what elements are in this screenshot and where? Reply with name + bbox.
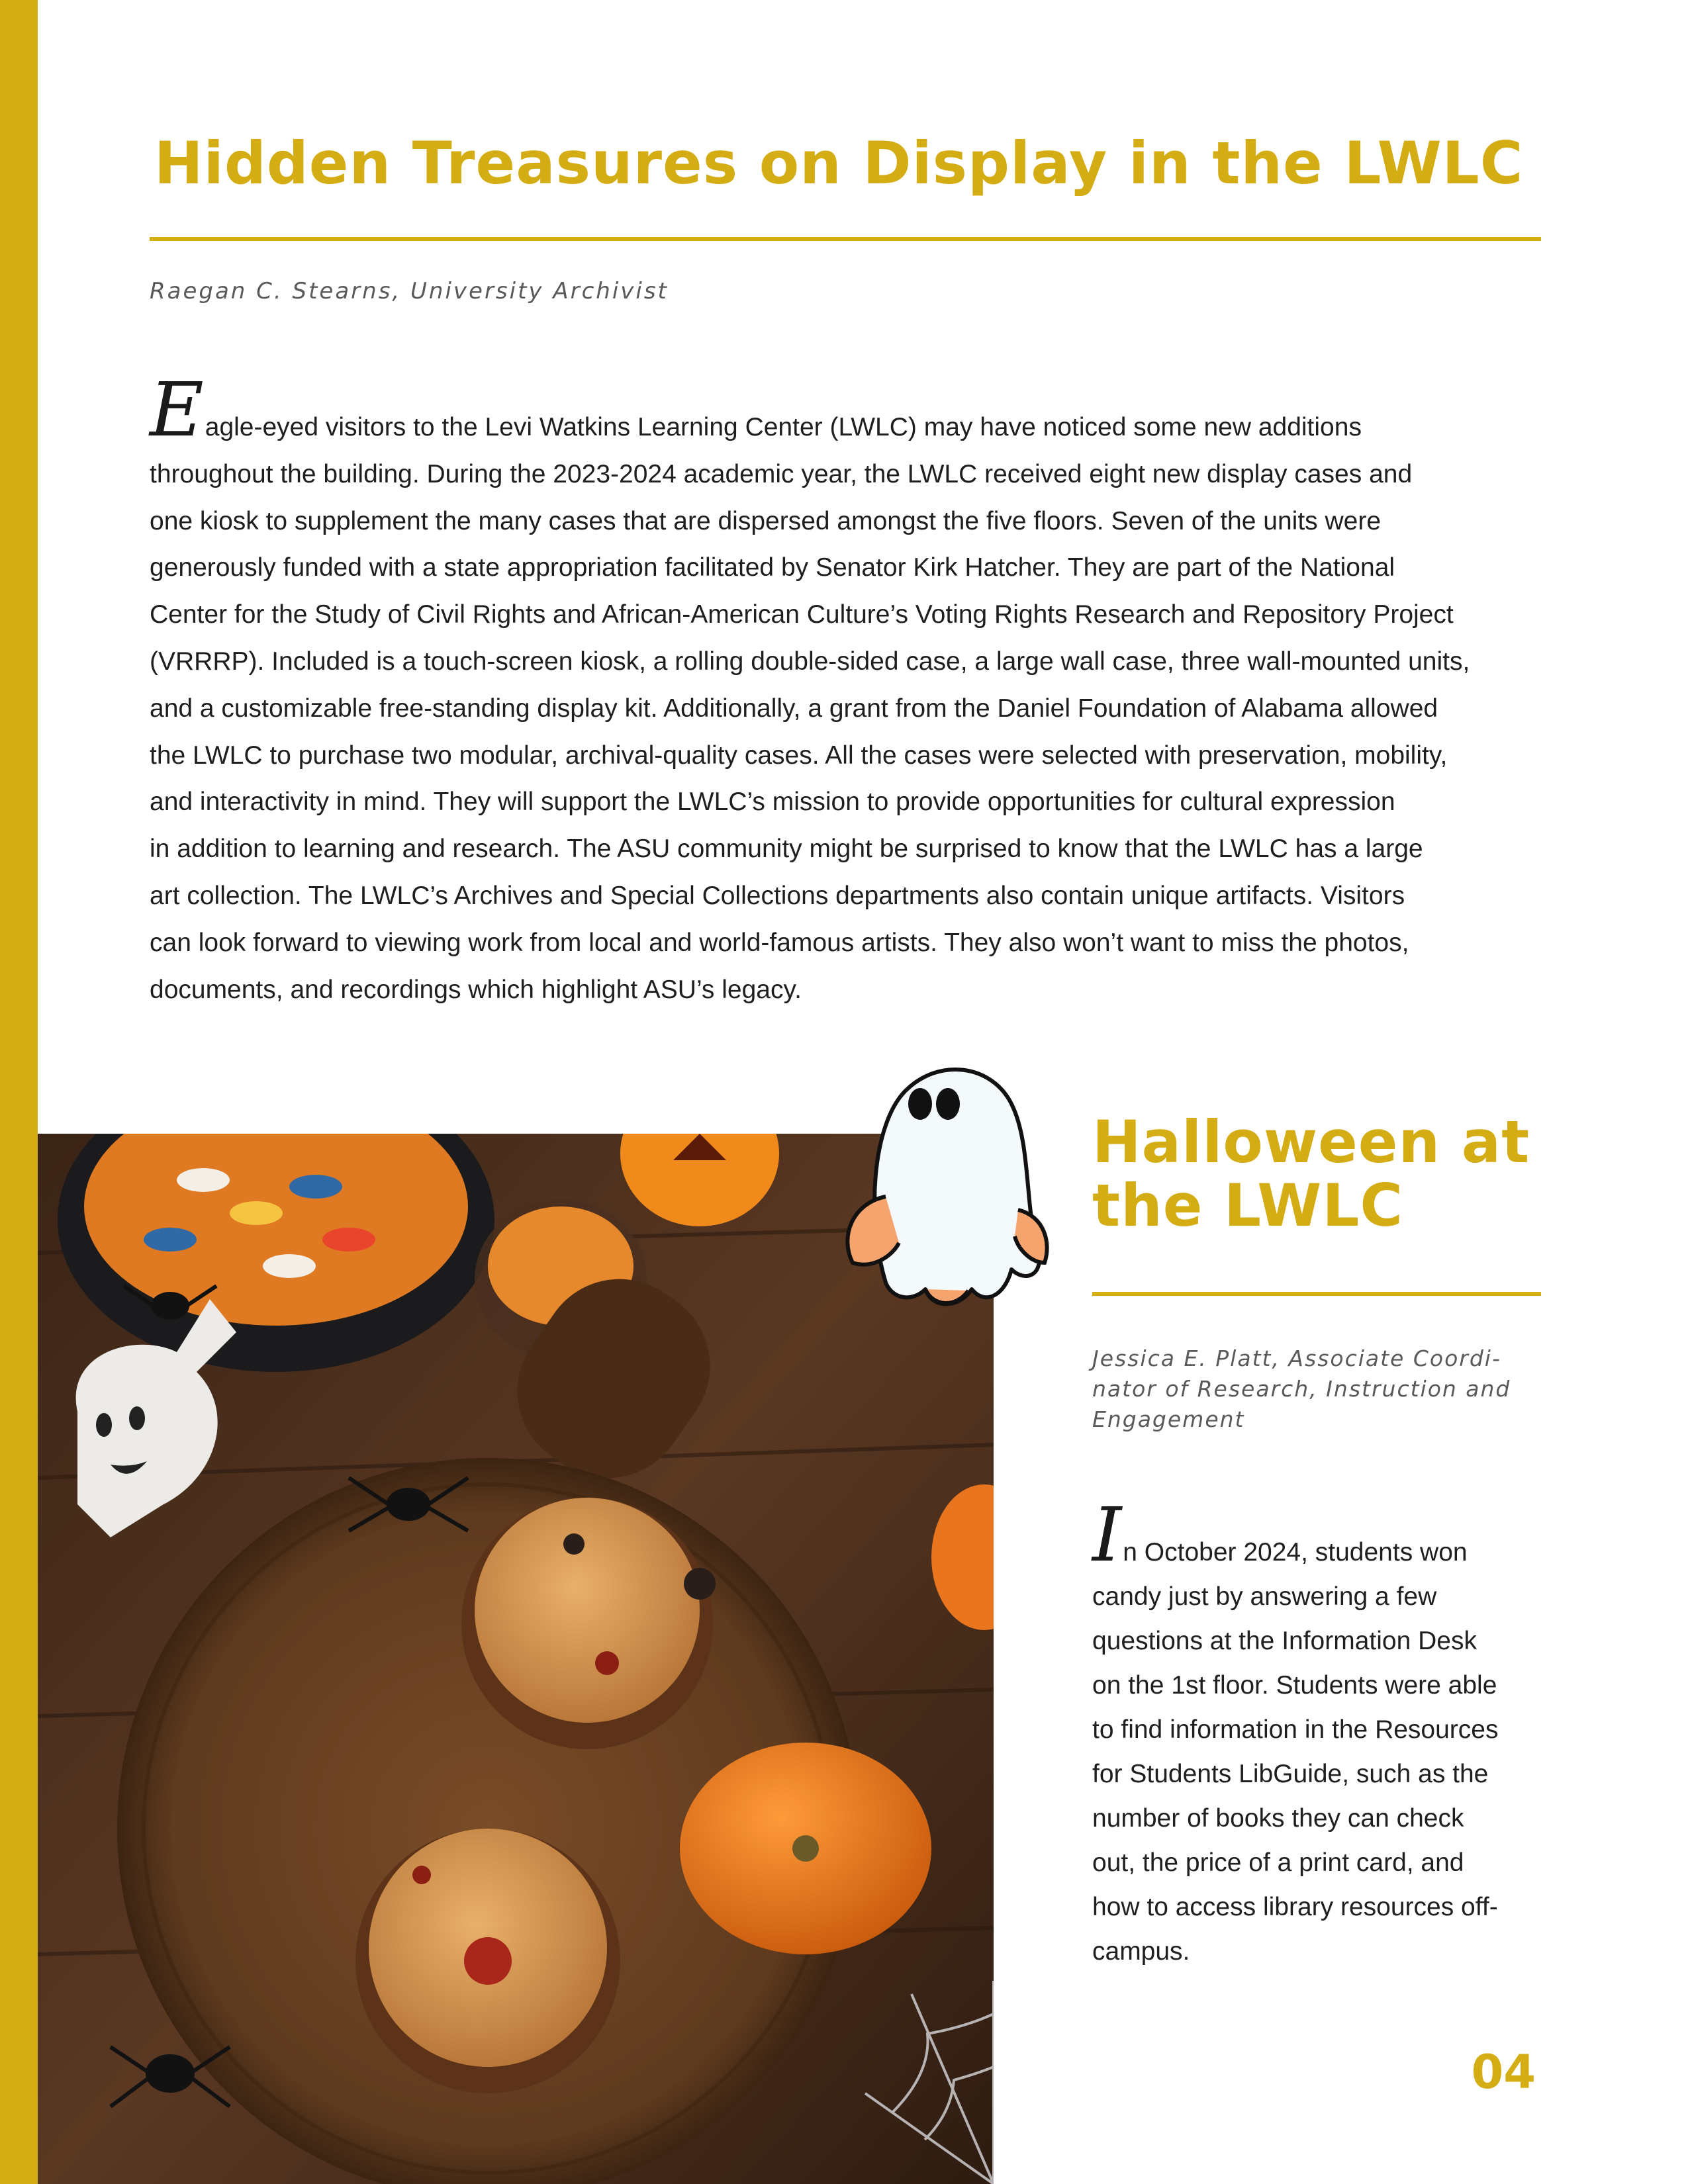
halloween-byline-line: nator of Research, Instruction and xyxy=(1092,1376,1511,1402)
halloween-byline xyxy=(1092,1343,1542,1435)
article-body-line-1 xyxy=(150,367,1546,453)
drop-cap: E xyxy=(150,367,204,453)
halloween-body-line: on the 1st floor. Students were able xyxy=(1092,1671,1497,1700)
halloween-byline-line: Jessica E. Platt, Associate Coordi- xyxy=(1092,1345,1501,1371)
article-byline: Raegan C. Stearns, University Archivist xyxy=(150,278,669,304)
article-body-line: one kiosk to supplement the many cases that are dispersed amongst the five floors. Seven of the units were xyxy=(150,506,1382,535)
article-body-line: and interactivity in mind. They will support the LWLC’s mission to provide opportunities for cultural expression xyxy=(150,788,1395,817)
halloween-title-line-2: the LWLC xyxy=(1092,1171,1403,1240)
title-divider xyxy=(150,237,1541,241)
article-body-line: generously funded with a state appropriation facilitated by Senator Kirk Hatcher. They are part of the National xyxy=(150,553,1395,582)
article-body-line: Center for the Study of Civil Rights and African-American Culture’s Voting Rights Research and Repository Project xyxy=(150,600,1454,629)
drop-cap: I xyxy=(1092,1492,1122,1578)
article-body xyxy=(150,367,1546,1013)
article-title: Hidden Treasures on Display in the LWLC xyxy=(154,129,1524,197)
article-body-line: can look forward to viewing work from local and world-famous artists. They also won’t want to miss the photos, xyxy=(150,928,1409,957)
halloween-body-line: to find information in the Resources xyxy=(1092,1715,1499,1744)
article-body-line: documents, and recordings which highlight ASU’s legacy. xyxy=(150,975,802,1004)
halloween-body-line-1 xyxy=(1092,1492,1556,1578)
halloween-body-line: out, the price of a print card, and xyxy=(1092,1848,1464,1877)
article-body-line: throughout the building. During the 2023-2024 academic year, the LWLC received eight new display cases and xyxy=(150,459,1413,488)
halloween-body-line: number of books they can check xyxy=(1092,1804,1464,1833)
article-body-line: the LWLC to purchase two modular, archival-quality cases. All the cases were selected with preservation, mobility, xyxy=(150,741,1448,770)
article-body-line: art collection. The LWLC’s Archives and Special Collections departments also contain unique artifacts. Visitors xyxy=(150,881,1405,910)
halloween-body-line: candy just by answering a few xyxy=(1092,1582,1437,1611)
halloween-title xyxy=(1092,1108,1556,1240)
halloween-body-line: for Students LibGuide, such as the xyxy=(1092,1760,1489,1788)
halloween-title-line-1: Halloween at xyxy=(1092,1108,1530,1176)
article-body-text: agle-eyed visitors to the Levi Watkins Learning Center (LWLC) may have noticed some new additions xyxy=(205,413,1362,441)
halloween-body-line: campus. xyxy=(1092,1937,1190,1966)
halloween-body-text: n October 2024, students won xyxy=(1123,1538,1468,1567)
halloween-body-line: how to access library resources off- xyxy=(1092,1893,1498,1921)
halloween-body-line: questions at the Information Desk xyxy=(1092,1627,1477,1655)
ghost-icon xyxy=(826,1044,1055,1325)
halloween-body xyxy=(1092,1492,1556,1974)
article-body-line: (VRRRP). Included is a touch-screen kiosk, a rolling double-sided case, a large wall case, three wall-mounted units, xyxy=(150,647,1470,676)
page-number: 04 xyxy=(1471,2045,1536,2099)
halloween-byline-line: Engagement xyxy=(1092,1406,1245,1432)
article-body-line: in addition to learning and research. The ASU community might be surprised to know that the LWLC has a large xyxy=(150,835,1423,864)
article-body-line: and a customizable free-standing display kit. Additionally, a grant from the Daniel Foundation of Alabama allowed xyxy=(150,694,1438,723)
gold-side-bar xyxy=(0,0,38,2184)
halloween-title-divider xyxy=(1092,1292,1541,1296)
